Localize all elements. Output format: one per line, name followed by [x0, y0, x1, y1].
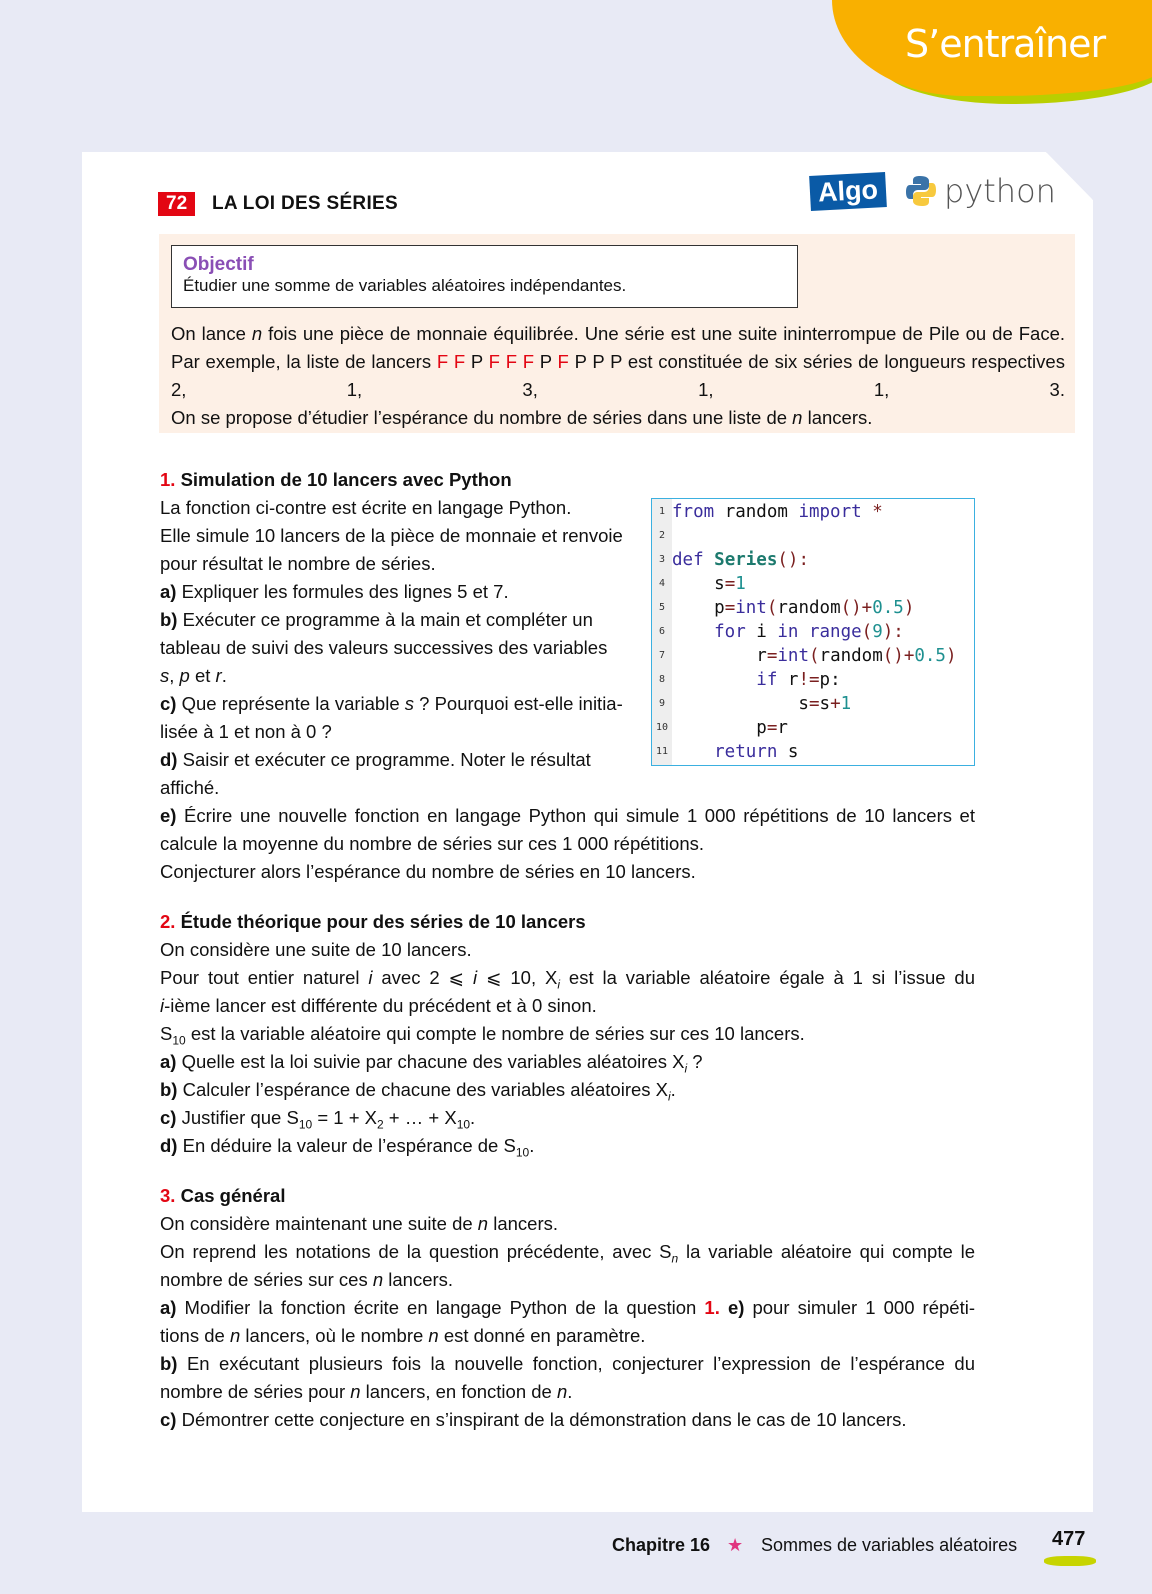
text-segment: Calculer l’espérance de chacune des variables aléatoires X: [182, 1079, 668, 1100]
code-token: int: [735, 598, 767, 618]
text-segment: La fonction ci-contre est écrite en langage Python.: [160, 497, 572, 518]
text-segment: On se propose d’étudier l’espérance du nombre de séries dans une liste de: [171, 407, 793, 428]
text-line: [160, 1048, 703, 1076]
text-segment: fois une pièce de monnaie équilibrée. Une série est une suite ininterrompue de Pile ou de Face.: [262, 323, 1065, 344]
text-segment: e): [727, 1297, 753, 1318]
text-line: [160, 1378, 572, 1406]
text-segment: Justifier que S: [181, 1107, 299, 1128]
text-segment: On lance: [171, 323, 252, 344]
code-token: r: [672, 646, 767, 666]
text-line: [160, 1020, 805, 1048]
text-segment: i: [557, 977, 561, 992]
text-line: [171, 348, 1065, 376]
text-segment: la variable aléatoire qui compte le: [678, 1241, 975, 1262]
text-segment: On reprend les notations de la question précédente, avec S: [160, 1241, 672, 1262]
objective-box: [171, 245, 798, 308]
text-segment: calcule la moyenne du nombre de séries sur ces 1 000 répétitions.: [160, 833, 704, 854]
code-token: ():: [777, 550, 809, 570]
text-line: [160, 550, 436, 578]
text-segment: 1.: [704, 1297, 728, 1318]
code-token: r: [787, 670, 799, 690]
code-token: =: [724, 598, 736, 618]
code-line: [652, 644, 957, 668]
text-segment: s: [404, 693, 414, 714]
objective-heading: Objectif: [183, 254, 254, 275]
text-line: [160, 718, 332, 746]
text-segment: b): [160, 609, 183, 630]
text-segment: Étude théorique pour des séries de 10 lancers: [180, 911, 586, 932]
text-line: [160, 1350, 975, 1378]
code-token: Series: [714, 550, 778, 570]
text-segment: ,: [169, 665, 180, 686]
text-segment: En exécutant plusieurs fois la nouvelle fonction, conjecturer l’expression de l’espérance du: [186, 1353, 975, 1374]
line-number: 2: [658, 530, 666, 541]
line-number: 4: [658, 578, 666, 589]
code-line: [652, 500, 883, 524]
text-segment: Exécuter ce programme à la main et compléter un: [182, 609, 593, 630]
code-token: s: [819, 694, 831, 714]
code-token: (: [808, 646, 820, 666]
text-segment: i: [160, 995, 165, 1016]
text-line: [160, 746, 591, 774]
text-segment: b): [160, 1079, 183, 1100]
text-line: [160, 1294, 975, 1322]
code-token: =: [766, 718, 778, 738]
text-segment: e): [160, 805, 184, 826]
text-segment: n: [792, 407, 803, 428]
code-token: for: [672, 622, 757, 642]
text-segment: et: [189, 665, 216, 686]
code-line: [652, 716, 788, 740]
text-line: [160, 466, 512, 494]
code-token: random: [819, 646, 883, 666]
text-segment: 10: [456, 1117, 471, 1132]
text-line: [160, 774, 219, 802]
code-token: def: [672, 550, 715, 570]
text-segment: ? Pourquoi est-elle initia-: [414, 693, 623, 714]
text-segment: -ième lancer est différente du précédent et à 0 sinon.: [164, 995, 597, 1016]
python-code-block: [651, 498, 975, 766]
text-segment: Que représente la variable: [181, 693, 405, 714]
code-token: range: [808, 622, 862, 642]
text-line: [160, 494, 571, 522]
text-segment: n: [350, 1381, 361, 1402]
text-segment: ?: [687, 1051, 703, 1072]
code-line: [652, 548, 809, 572]
code-token: random: [724, 502, 799, 522]
text-segment: Conjecturer alors l’espérance du nombre de séries en 10 lancers.: [160, 861, 696, 882]
text-segment: + … + X: [383, 1107, 457, 1128]
text-segment: c): [160, 1107, 182, 1128]
text-line: [160, 1266, 453, 1294]
code-token: +: [830, 694, 841, 714]
text-segment: s: [160, 665, 170, 686]
text-line: [160, 908, 586, 936]
text-line: [171, 376, 1065, 404]
text-segment: Démontrer cette conjecture en s’inspirant de la démonstration dans le cas de 10 lancers.: [181, 1409, 907, 1430]
text-segment: r: [215, 665, 222, 686]
code-token: from: [672, 502, 725, 522]
code-token: if: [672, 670, 788, 690]
text-segment: n: [477, 1213, 489, 1234]
text-segment: i: [668, 1089, 671, 1104]
text-segment: nombre de séries sur ces: [160, 1269, 373, 1290]
text-line: [160, 1076, 676, 1104]
code-token: p: [672, 598, 725, 618]
text-line: [160, 662, 227, 690]
text-segment: En déduire la valeur de l’espérance de S: [182, 1135, 516, 1156]
footer-subject: Sommes de variables aléatoires: [761, 1535, 1018, 1555]
text-line: [160, 936, 472, 964]
text-line: [171, 404, 872, 432]
line-number: 8: [658, 674, 666, 685]
text-segment: d): [160, 749, 183, 770]
text-segment: = 1 + X: [312, 1107, 377, 1128]
text-segment: On considère une suite de 10 lancers.: [160, 939, 472, 960]
text-segment: .: [567, 1381, 573, 1402]
text-line: [160, 522, 623, 550]
code-token: import: [798, 502, 873, 522]
code-token: (: [766, 598, 778, 618]
code-token: *: [872, 502, 883, 522]
text-segment: .: [221, 665, 227, 686]
text-line: [160, 1132, 534, 1160]
text-segment: avec 2 ⩽: [372, 967, 473, 988]
footer-star-icon: ★: [727, 1535, 744, 1555]
code-token: 1: [840, 694, 852, 714]
text-line: [160, 1322, 645, 1350]
page-number: 477: [1052, 1528, 1086, 1550]
text-segment: lancers.: [802, 407, 873, 428]
python-logo-icon: [906, 175, 936, 207]
algo-badge: Algo: [809, 172, 887, 211]
text-segment: est la variable aléatoire qui compte le nombre de séries sur ces 10 lancers.: [185, 1023, 805, 1044]
code-token: in: [777, 622, 809, 642]
text-segment: Saisir et exécuter ce programme. Noter le résultat: [182, 749, 591, 770]
page-number-underline: [1044, 1556, 1096, 1566]
code-token: s: [672, 574, 725, 594]
code-line: [652, 740, 798, 764]
line-number: 1: [658, 506, 666, 517]
code-token: random: [777, 598, 841, 618]
text-segment: est donné en paramètre.: [438, 1325, 646, 1346]
code-token: ): [903, 598, 915, 618]
text-segment: 2: [376, 1117, 384, 1132]
line-number: 10: [655, 722, 669, 733]
text-segment: lancers.: [383, 1269, 454, 1290]
code-token: int: [777, 646, 809, 666]
code-line: [652, 668, 841, 692]
text-segment: c): [160, 693, 182, 714]
code-line: [652, 596, 914, 620]
text-segment: Expliquer les formules des lignes 5 et 7.: [181, 581, 509, 602]
text-line: [160, 802, 975, 830]
code-token: p:: [819, 670, 841, 690]
code-token: ()+: [882, 646, 915, 666]
text-segment: F F F: [488, 351, 540, 372]
text-segment: est la variable aléatoire égale à 1 si l’issue du: [560, 967, 975, 988]
line-number: 3: [658, 554, 666, 565]
text-segment: .: [529, 1135, 535, 1156]
text-line: [160, 578, 509, 606]
line-number: 6: [658, 626, 666, 637]
code-token: p: [672, 718, 767, 738]
text-line: [160, 858, 696, 886]
text-segment: .: [670, 1079, 676, 1100]
text-segment: .: [470, 1107, 476, 1128]
text-segment: n: [428, 1325, 439, 1346]
text-line: [160, 1406, 907, 1434]
line-number: 9: [658, 698, 666, 709]
text-segment: 1.: [160, 469, 181, 490]
code-token: 0.5: [872, 598, 904, 618]
footer-chapter: [612, 1535, 710, 1556]
line-number: 11: [655, 746, 669, 757]
code-token: 0.5: [914, 646, 946, 666]
text-segment: Écrire une nouvelle fonction en langage Python qui simule 1 000 répétitions de 10 lancers et: [184, 805, 975, 826]
code-token: 9: [872, 622, 883, 642]
text-segment: 2.: [160, 911, 181, 932]
text-segment: F: [557, 351, 575, 372]
exercise-title: LA LOI DES SÉRIES: [212, 193, 398, 214]
code-token: !=: [798, 670, 820, 690]
code-token: ):: [882, 622, 904, 642]
text-segment: 10: [172, 1033, 186, 1048]
code-token: =: [808, 694, 820, 714]
code-line: [652, 572, 746, 596]
text-segment: Cas général: [180, 1185, 286, 1206]
text-line: [160, 964, 975, 992]
text-segment: Quelle est la loi suivie par chacune des variables aléatoires X: [181, 1051, 685, 1072]
text-line: [160, 830, 704, 858]
text-segment: Simulation de 10 lancers avec Python: [180, 469, 512, 490]
text-segment: pour simuler 1 000 répéti-: [752, 1297, 975, 1318]
code-token: ): [945, 646, 957, 666]
code-line: [652, 524, 672, 548]
text-segment: 10: [298, 1117, 313, 1132]
text-segment: F F: [436, 351, 471, 372]
text-line: [160, 1210, 558, 1238]
text-segment: n: [372, 1269, 384, 1290]
code-line: [652, 620, 904, 644]
code-token: s: [787, 742, 799, 762]
text-segment: a): [160, 581, 182, 602]
code-token: (: [861, 622, 873, 642]
text-segment: Elle simule 10 lancers de la pièce de monnaie et renvoie: [160, 525, 623, 546]
text-line: [160, 992, 597, 1020]
text-segment: i: [684, 1061, 688, 1076]
text-line: [160, 1238, 975, 1266]
text-segment: affiché.: [160, 777, 220, 798]
text-segment: d): [160, 1135, 183, 1156]
text-segment: Modifier la fonction écrite en langage Python de la question: [184, 1297, 705, 1318]
text-segment: p: [179, 665, 190, 686]
text-segment: i: [368, 967, 373, 988]
text-segment: a): [160, 1297, 185, 1318]
text-segment: Pour tout entier naturel: [160, 967, 369, 988]
text-segment: lancers, en fonction de: [360, 1381, 557, 1402]
text-segment: c): [160, 1409, 182, 1430]
text-segment: P: [539, 351, 558, 372]
objective-text: Étudier une somme de variables aléatoires indépendantes.: [183, 276, 627, 295]
text-segment: ⩽ 10, X: [477, 967, 558, 988]
text-segment: tions de: [160, 1325, 230, 1346]
text-segment: n: [556, 1381, 568, 1402]
text-segment: tableau de suivi des valeurs successives des variables: [160, 637, 608, 658]
line-number: 5: [658, 602, 666, 613]
text-segment: i: [472, 967, 478, 988]
text-segment: P: [470, 351, 489, 372]
text-segment: P P P est constituée de six séries de longueurs respectives: [574, 351, 1065, 372]
text-line: [160, 634, 607, 662]
text-segment: On considère maintenant une suite de: [160, 1213, 478, 1234]
chapter-label: Chapitre 16: [612, 1535, 711, 1555]
code-token: =: [724, 574, 736, 594]
text-segment: nombre de séries pour: [160, 1381, 351, 1402]
code-token: return: [672, 742, 788, 762]
text-line: [160, 606, 593, 634]
code-token: s: [672, 694, 809, 714]
text-segment: lisée à 1 et non à 0 ?: [160, 721, 332, 742]
python-wordmark: python: [944, 172, 1056, 210]
text-segment: Par exemple, la liste de lancers: [171, 351, 437, 372]
text-segment: S: [160, 1023, 173, 1044]
text-line: [160, 1182, 285, 1210]
text-segment: n: [251, 323, 263, 344]
text-segment: n: [229, 1325, 241, 1346]
text-line: [160, 690, 623, 718]
text-segment: lancers, où le nombre: [240, 1325, 429, 1346]
text-line: [160, 1104, 475, 1132]
text-segment: a): [160, 1051, 182, 1072]
text-segment: n: [671, 1251, 679, 1266]
text-segment: 3.: [160, 1185, 181, 1206]
text-segment: b): [160, 1353, 187, 1374]
text-segment: pour résultat le nombre de séries.: [160, 553, 436, 574]
section-banner: S’entraîner: [905, 22, 1106, 66]
exercise-number: 72: [158, 192, 195, 216]
line-number: 7: [658, 650, 666, 661]
code-token: =: [766, 646, 778, 666]
code-token: 1: [735, 574, 746, 594]
code-token: i: [756, 622, 778, 642]
text-segment: lancers.: [488, 1213, 559, 1234]
text-line: [171, 320, 1065, 348]
code-token: ()+: [840, 598, 873, 618]
text-segment: 10: [515, 1145, 530, 1160]
code-token: r: [777, 718, 788, 738]
code-line: [652, 692, 851, 716]
text-segment: 2, 1, 3, 1, 1, 3.: [171, 379, 1065, 400]
